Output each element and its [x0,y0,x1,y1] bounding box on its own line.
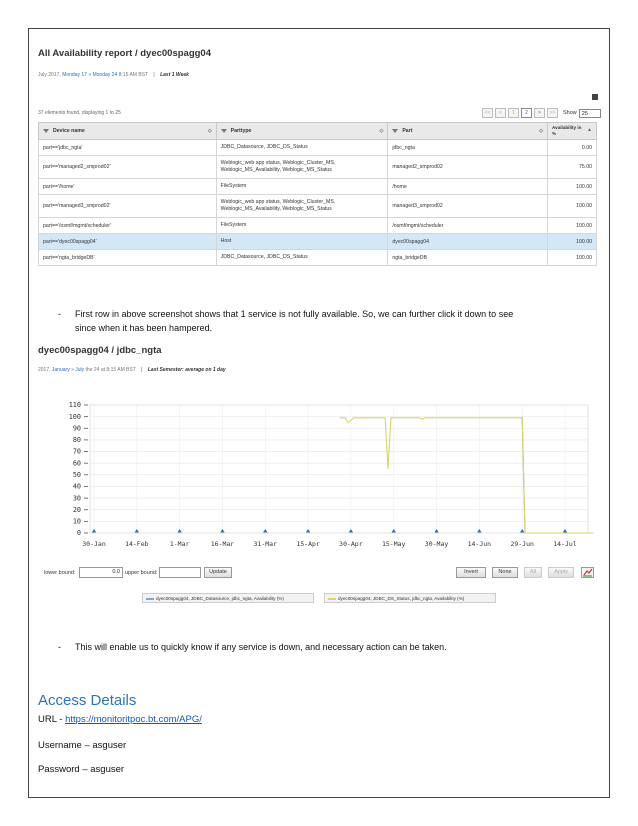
y-tick-label: 80 [72,436,81,445]
y-tick-label: 110 [68,401,81,410]
url-label: URL - [38,714,66,725]
cell-availability: 100.00 [548,250,597,266]
table-row[interactable] [39,195,597,218]
y-tick-label: 90 [72,424,81,433]
url-link[interactable]: https://monitoritpoc.bt.com/APG/ [65,714,202,725]
cell-availability: 75.00 [548,156,597,179]
y-tick-label: 70 [72,447,81,456]
lower-bound-input[interactable]: 0.0 [79,567,123,578]
x-tick-label: 14-Feb [125,540,149,548]
password-line: Password – asguser [38,764,125,775]
bullet-paragraph [75,307,605,335]
chart-panel-subtitle [38,367,226,373]
report-date-range-link[interactable]: Monday 17 » Monday 24 [62,72,118,78]
cell-part: dyec00spagg04 [388,234,548,250]
pager-page-1-button[interactable]: 1 [508,108,519,118]
x-tick-label: 15-Apr [296,540,320,548]
upper-bound-label: upper bound: [125,570,158,576]
invert-button[interactable]: Invert [456,567,486,578]
x-tick-label: 1-Mar [169,540,190,548]
x-tick-label: 14-Jun [467,540,492,548]
sort-icon[interactable]: ◇ [539,128,544,134]
all-button[interactable]: All [524,567,542,578]
cell-device-name: part=='jdbc_ngta' [39,140,217,156]
apply-button[interactable]: Apply [548,567,574,578]
table-row[interactable] [39,140,597,156]
bullet-dash: - [58,309,61,319]
update-button[interactable]: Update [204,567,232,578]
sort-icon[interactable]: ◇ [207,128,212,134]
chart-date-prefix: 2017, [38,367,51,373]
report-time: 8:15 AM BST [118,72,148,78]
elements-found-text: 37 elements found, displaying 1 to 25 [38,110,121,116]
plot-area [90,405,588,533]
filter-icon[interactable] [392,129,398,133]
bounds-toolbar [38,567,600,581]
none-button[interactable]: None [492,567,518,578]
pager-last-button[interactable]: >> [547,108,558,118]
cell-device-name: part=='/osmf/mgmt/scheduler' [39,218,217,234]
legend-swatch [146,598,154,600]
x-tick-label: 30-May [424,540,449,548]
cell-device-name: part=='managed3_smprod02' [39,195,217,218]
cell-parttype: FileSystem [216,218,388,234]
table-row[interactable] [39,156,597,179]
chart-separator: | [141,367,143,373]
x-tick-label: 30-Apr [339,540,363,548]
column-header-parttype[interactable]: Parttype ◇ [216,123,388,140]
chart-date-rest: the 24 at 8:15 AM BST [85,367,136,373]
x-tick-label: 16-Mar [210,540,235,548]
bullet-paragraph: This will enable us to quickly know if any service is down, and necessary action can be taken. [75,642,447,652]
cell-part: ngta_bridgeDB [388,250,548,266]
y-tick-label: 10 [72,517,81,526]
cell-part: managed3_smprod02 [388,195,548,218]
sort-desc-icon[interactable]: ▲ [587,127,592,133]
cell-availability: 100.00 [548,234,597,250]
cell-device-name: part=='/home' [39,179,217,195]
lower-bound-label: lower bound: [44,570,76,576]
cell-part: /osmf/mgmt/scheduler [388,218,548,234]
show-label: Show [563,110,577,116]
report-period: Last 1 Week [160,72,189,78]
access-details-heading: Access Details [38,692,137,709]
show-count-select[interactable]: 25 [579,109,601,118]
cell-part: /home [388,179,548,195]
y-tick-label: 60 [72,459,81,468]
y-tick-label: 40 [72,482,81,491]
pager-prev-button[interactable]: < [495,108,506,118]
cell-parttype: FileSystem [216,179,388,195]
cell-parttype: Host [216,234,388,250]
bullet-line: First row in above screenshot shows that 1 service is not fully available. So, we can further click it down to see [75,309,514,319]
report-date-prefix: July 2017, [38,72,61,78]
chart-settings-icon[interactable] [581,567,594,578]
cell-availability: 100.00 [548,195,597,218]
column-header-part[interactable]: Part ◇ [388,123,548,140]
cell-availability: 100.00 [548,218,597,234]
y-tick-label: 30 [72,494,81,503]
pager-page-2-button[interactable]: 2 [521,108,532,118]
chart-period: Last Semester: average on 1 day [147,367,226,373]
filter-icon[interactable] [43,129,49,133]
cell-parttype: JDBC_Datasource, JDBC_DS_Status [216,250,388,266]
chart-date-range-link[interactable]: January » July [51,367,85,373]
x-tick-label: 30-Jan [82,540,106,548]
legend-item-ds-status[interactable]: dyec00spagg04, JDBC_DS_Status, jdbc_ngta, Availability (%) [324,593,496,603]
cell-availability: 0.00 [548,140,597,156]
cell-part: jdbc_ngta [388,140,548,156]
table-row[interactable] [39,250,597,266]
cell-device-name: part=='ngta_bridgeDB' [39,250,217,266]
sort-icon[interactable]: ◇ [379,128,384,134]
cell-device-name: part=='dyec00spagg04' [39,234,217,250]
export-icon[interactable] [592,94,598,100]
cell-device-name: part=='managed2_smprod02' [39,156,217,179]
availability-line-chart [38,397,600,559]
x-tick-label: 31-Mar [253,540,278,548]
x-tick-label: 15-May [381,540,406,548]
cell-parttype: JDBC_Datasource, JDBC_DS_Status [216,140,388,156]
report-subtitle [38,72,189,78]
column-header-device-name[interactable]: Device name ◇ [39,123,217,140]
y-tick-label: 50 [72,471,81,480]
legend-swatch [328,598,336,600]
bullet-dash: - [58,642,61,652]
bullet-line: since when it has been hampered. [75,323,213,333]
username-line: Username – asguser [38,740,127,751]
pager-first-button[interactable]: << [482,108,493,118]
availability-chart-screenshot [38,345,600,610]
cell-availability: 100.00 [548,179,597,195]
url-line [38,714,202,725]
report-title: All Availability report / dyec00spagg04 [38,48,211,59]
table-row[interactable] [39,218,597,234]
column-header-availability[interactable]: Availability in % ▲ [548,123,597,140]
availability-table [38,122,597,266]
x-tick-label: 29-Jun [510,540,534,548]
pager-next-button[interactable]: > [534,108,545,118]
filter-icon[interactable] [221,129,227,133]
report-separator: | [153,72,155,78]
legend-item-datasource[interactable]: dyec00spagg04, JDBC_Datasource, jdbc_ngta, Availability (%) [142,593,314,603]
cell-parttype: Weblogic_web app status, Weblogic_Cluster_MS, Weblogic_MS_Availability, Weblogic_MS_Status [216,195,388,218]
chart-panel-title: dyec00spagg04 / jdbc_ngta [38,345,162,356]
cell-parttype: Weblogic_web app status, Weblogic_Cluster_MS, Weblogic_MS_Availability, Weblogic_MS_Status [216,156,388,179]
table-row[interactable] [39,179,597,195]
upper-bound-input[interactable] [159,567,201,578]
y-tick-label: 100 [68,412,81,421]
y-tick-label: 20 [72,505,81,514]
table-row[interactable] [39,234,597,250]
cell-part: managed2_smprod02 [388,156,548,179]
y-tick-label: 0 [76,529,81,538]
x-tick-label: 14-Jul [553,540,577,548]
pager [482,108,601,118]
